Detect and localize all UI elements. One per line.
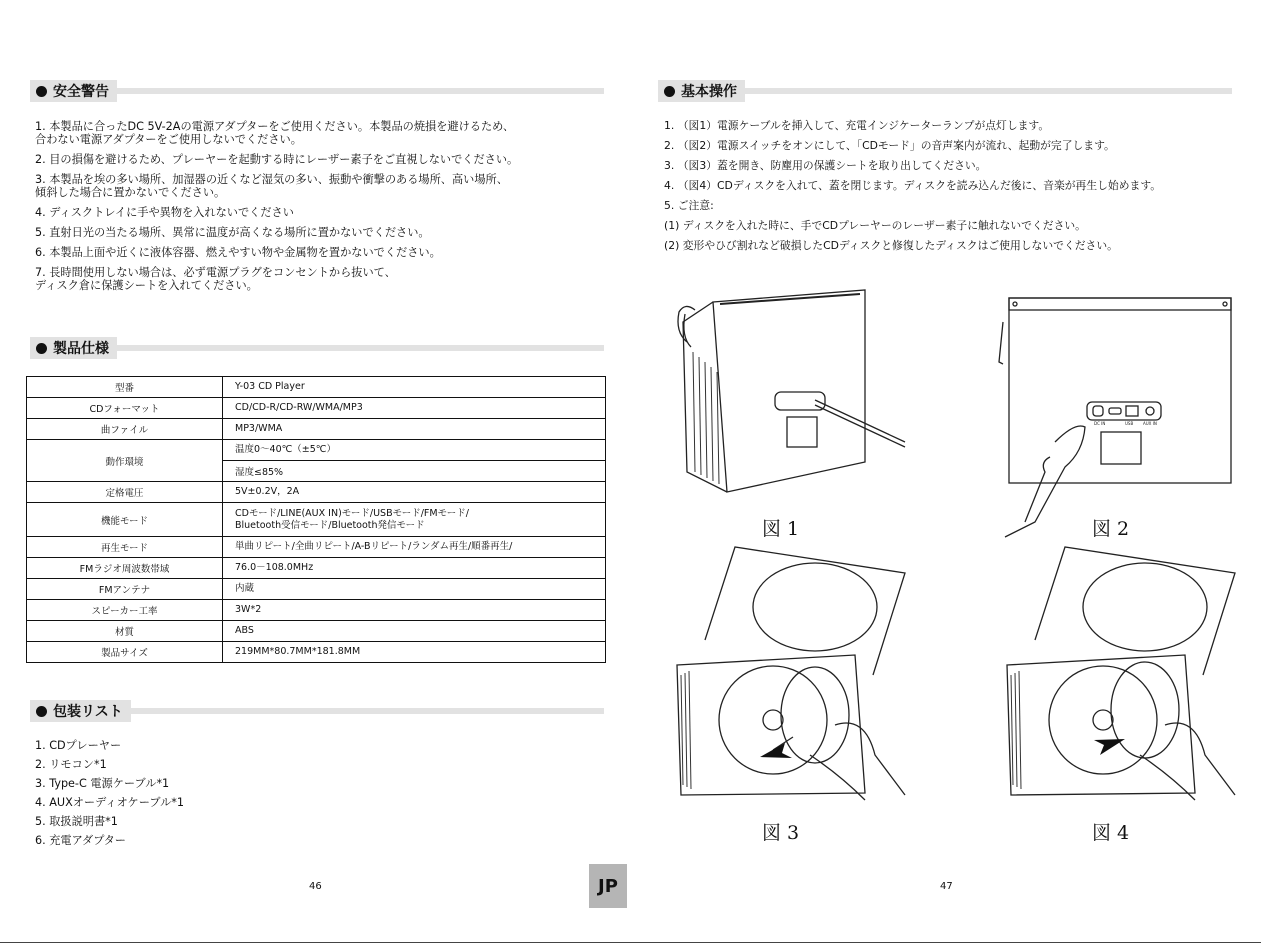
usb-port-label: USB: [1125, 421, 1134, 426]
list-item: 4. ディスクトレイに手や異物を入れないでください: [35, 206, 294, 219]
package-section-header: [30, 700, 131, 722]
list-item: 1. （図1）電源ケーブルを挿入して、充電インジケーターランプが点灯します。: [664, 119, 1050, 132]
spec-key: スピーカー工率: [27, 600, 223, 621]
package-title: 包装リスト: [53, 704, 123, 720]
list-item: 2. （図2）電源スイッチをオンにして、「CDモード」の音声案内が流れ、起動が完了します。: [664, 139, 1115, 152]
spec-key: 再生モード: [27, 537, 223, 558]
spec-value: 219MM*80.7MM*181.8MM: [223, 642, 606, 663]
list-item: 2. リモコン*1: [35, 758, 107, 771]
table-row: [27, 537, 606, 558]
spec-key: FMラジオ周波数帯域: [27, 558, 223, 579]
list-item: (1) ディスクを入れた時に、手でCDプレーヤーのレーザー素子に触れないでください。: [664, 219, 1086, 232]
spec-table: [26, 376, 606, 663]
figure-4-illustration: [995, 545, 1240, 813]
spec-key: 動作環境: [27, 440, 223, 482]
table-row: [27, 377, 606, 398]
language-tab: JP: [589, 864, 627, 908]
list-item: 7. 長時間使用しない場合は、必ず電源プラグをコンセントから抜いて、 ディスク倉に保護シートを入れてください。: [35, 266, 396, 292]
table-row: [27, 482, 606, 503]
bullet-dot-icon: [36, 706, 47, 717]
list-item: 1. 本製品に合ったDC 5V-2Aの電源アダプターをご使用ください。本製品の焼損を避けるため、 合わない電源アダプターをご使用しないでください。: [35, 120, 515, 146]
list-item: 3. 本製品を埃の多い場所、加湿器の近くなど湿気の多い、振動や衝撃のある場所、高い場所、 傾斜した場合に置かないでください。: [35, 173, 508, 199]
spec-value: 内蔵: [223, 579, 606, 600]
figure-2-label: 図 2: [1092, 518, 1130, 540]
list-item: 1. CDプレーヤー: [35, 739, 122, 752]
basic-list: [664, 119, 1254, 259]
list-item: 4. AUXオーディオケーブル*1: [35, 796, 185, 809]
spec-key: CDフォーマット: [27, 398, 223, 419]
list-item: 5. 直射日光の当たる場所、異常に温度が高くなる場所に置かないでください。: [35, 226, 430, 239]
spec-value: 湿度≤85%: [223, 461, 606, 482]
table-row: [27, 600, 606, 621]
package-list: [35, 739, 335, 853]
table-row: [27, 621, 606, 642]
bottom-rule: [0, 942, 1261, 943]
bullet-dot-icon: [36, 343, 47, 354]
list-item: 3. Type-C 電源ケーブル*1: [35, 777, 170, 790]
safety-title: 安全警告: [53, 84, 109, 100]
table-row: [27, 579, 606, 600]
table-row: [27, 503, 606, 537]
safety-section-header: [30, 80, 117, 102]
figure-4-label: 図 4: [1092, 822, 1130, 844]
spec-value: CDモード/LINE(AUX IN)モード/USBモード/FMモード/ Bluetooth受信モード/Bluetooth発信モード: [223, 503, 606, 537]
figure-2-illustration: [995, 292, 1235, 542]
list-item: 4. （図4）CDディスクを入れて、蓋を閉じます。ディスクを読み込んだ後に、音楽が再生し始めます。: [664, 179, 1162, 192]
bullet-dot-icon: [664, 86, 675, 97]
spec-value: 温度0～40℃（±5℃）: [223, 440, 606, 461]
dc-in-port-label: DC IN: [1094, 421, 1106, 426]
table-row: [27, 558, 606, 579]
basic-section-header: [658, 80, 745, 102]
list-item: 6. 本製品上面や近くに液体容器、燃えやすい物や金属物を置かないでください。: [35, 246, 441, 259]
spec-value: Y-03 CD Player: [223, 377, 606, 398]
spec-value: 単曲リピート/全曲リピート/A-Bリピート/ランダム再生/順番再生/: [223, 537, 606, 558]
table-row: [27, 642, 606, 663]
safety-list: [35, 120, 605, 299]
spec-key: 材質: [27, 621, 223, 642]
spec-key: 曲ファイル: [27, 419, 223, 440]
list-item: 5. ご注意:: [664, 199, 714, 212]
specs-section-header: [30, 337, 117, 359]
figure-1-label: 図 1: [762, 518, 800, 540]
table-row: [27, 398, 606, 419]
spec-value: MP3/WMA: [223, 419, 606, 440]
list-item: 5. 取扱説明書*1: [35, 815, 118, 828]
table-row: [27, 419, 606, 440]
spec-value: 5V±0.2V，2A: [223, 482, 606, 503]
basic-title: 基本操作: [681, 84, 737, 100]
list-item: 3. （図3）蓋を開き、防塵用の保護シートを取り出してください。: [664, 159, 987, 172]
spec-key: 機能モード: [27, 503, 223, 537]
list-item: 6. 充電アダプター: [35, 834, 126, 847]
page-number-right: 47: [940, 881, 953, 892]
spec-value: 76.0－108.0MHz: [223, 558, 606, 579]
bullet-dot-icon: [36, 86, 47, 97]
spec-value: ABS: [223, 621, 606, 642]
spec-key: FMアンテナ: [27, 579, 223, 600]
spec-key: 型番: [27, 377, 223, 398]
figure-3-label: 図 3: [762, 822, 800, 844]
page-number-left: 46: [309, 881, 322, 892]
aux-in-port-label: AUX IN: [1143, 421, 1157, 426]
list-item: 2. 目の損傷を避けるため、プレーヤーを起動する時にレーザー素子をご直視しないでください。: [35, 153, 519, 166]
figure-1-illustration: [665, 282, 910, 502]
figure-3-illustration: [665, 545, 910, 813]
spec-key: 製品サイズ: [27, 642, 223, 663]
specs-title: 製品仕様: [53, 341, 109, 357]
list-item: (2) 変形やひび割れなど破損したCDディスクと修復したディスクはご使用しないでください。: [664, 239, 1118, 252]
spec-key: 定格電圧: [27, 482, 223, 503]
table-row: [27, 440, 606, 461]
spec-value: CD/CD-R/CD-RW/WMA/MP3: [223, 398, 606, 419]
spec-value: 3W*2: [223, 600, 606, 621]
